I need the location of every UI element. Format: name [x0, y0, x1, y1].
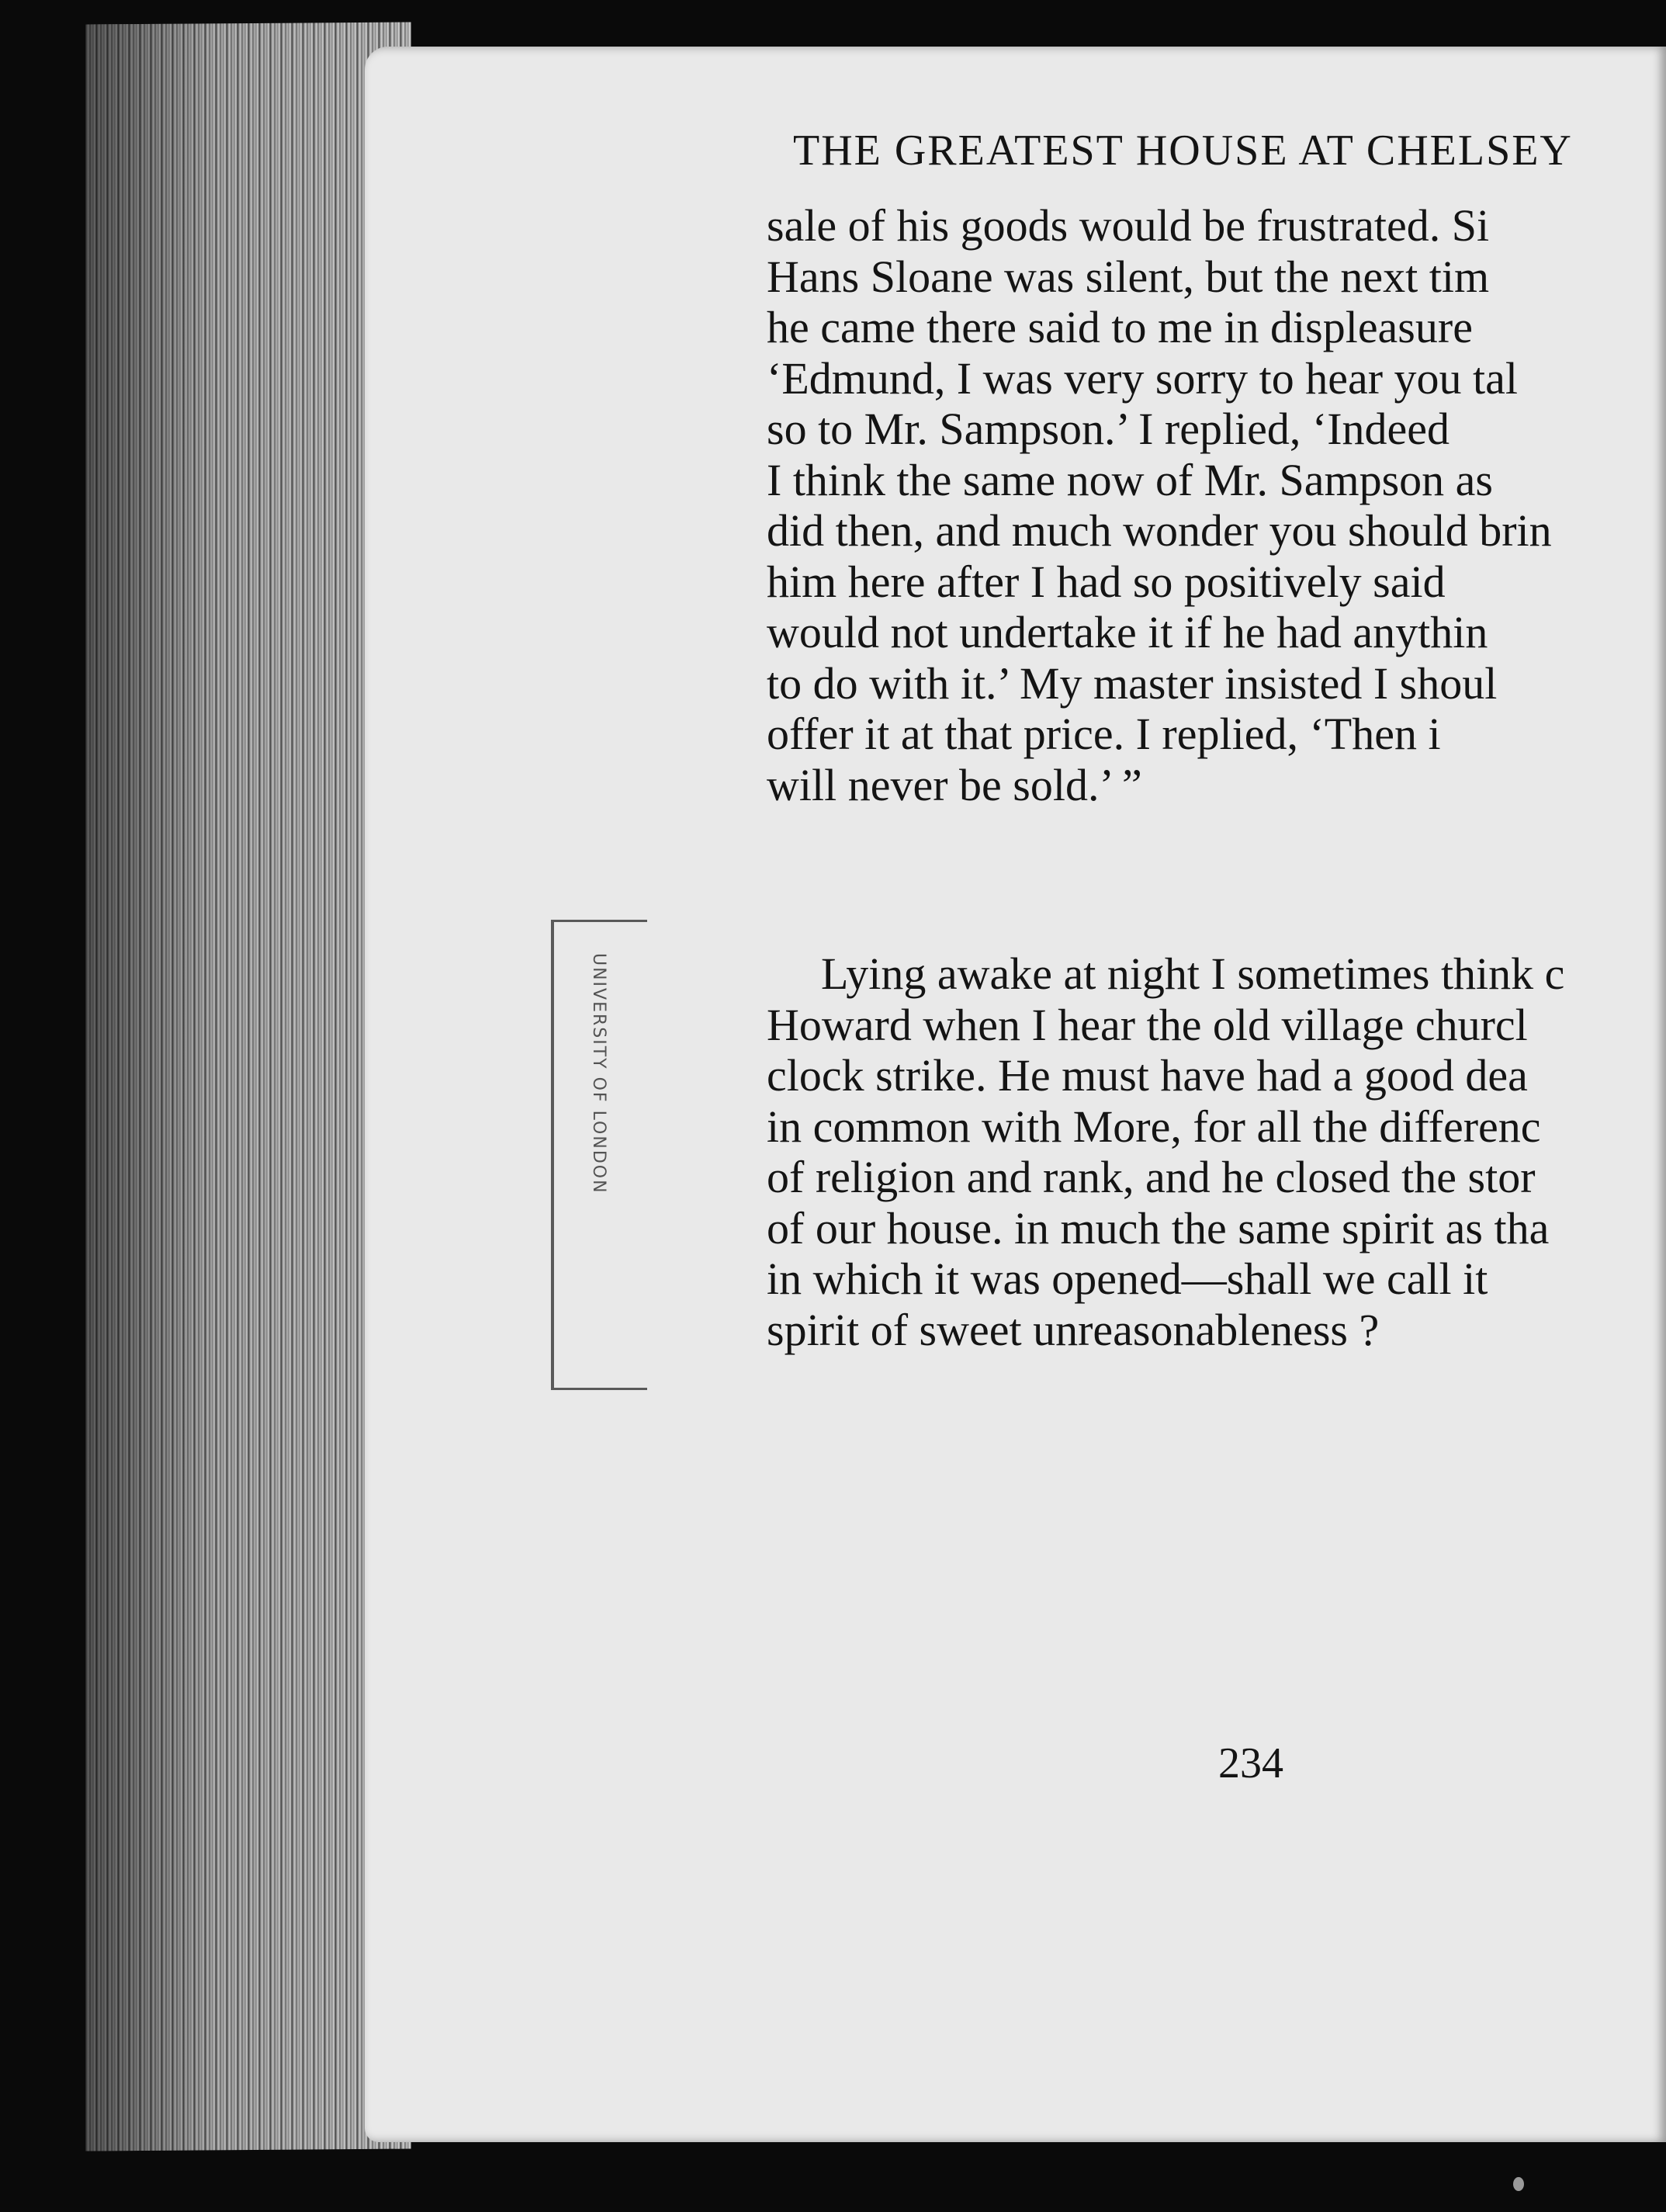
- text-line: Hans Sloane was silent, but the next tim: [767, 251, 1490, 302]
- page-number: 234: [1218, 1739, 1283, 1787]
- library-stamp-text: UNIVERSITY OF LONDON: [589, 953, 608, 1194]
- text-line: of religion and rank, and he closed the stor: [767, 1152, 1536, 1202]
- text-line: clock strike. He must have had a good dea: [767, 1050, 1528, 1101]
- paragraph-1: [767, 200, 1552, 810]
- paragraph-2: [767, 948, 1564, 1355]
- text-line: in common with More, for all the differenc: [767, 1101, 1541, 1152]
- text-line: will never be sold.’ ”: [767, 759, 1142, 810]
- text-line: to do with it.’ My master insisted I shoul: [767, 657, 1498, 709]
- text-line: I think the same now of Mr. Sampson as: [767, 454, 1493, 505]
- text-line: Lying awake at night I sometimes think c: [821, 948, 1565, 999]
- text-line: Howard when I hear the old village churcl: [767, 999, 1528, 1050]
- text-line: he came there said to me in displeasure: [767, 302, 1473, 352]
- text-line: ‘Edmund, I was very sorry to hear you tal: [767, 352, 1519, 404]
- text-line: offer it at that price. I replied, ‘Then i: [767, 709, 1441, 759]
- text-line: spirit of sweet unreasonableness ?: [767, 1304, 1380, 1355]
- text-line: in which it was opened—shall we call it: [767, 1253, 1488, 1304]
- running-head: THE GREATEST HOUSE AT CHELSEY: [793, 127, 1573, 175]
- text-line: him here after I had so positively said: [767, 556, 1446, 607]
- book-page-edges: [85, 23, 411, 2151]
- text-line: sale of his goods would be frustrated. Si: [767, 200, 1490, 251]
- text-line: would not undertake it if he had anythin: [767, 607, 1488, 657]
- text-line: did then, and much wonder you should brin: [767, 505, 1552, 556]
- text-line: so to Mr. Sampson.’ I replied, ‘Indeed: [767, 404, 1450, 454]
- library-stamp: [551, 920, 647, 1390]
- text-line: of our house. in much the same spirit as tha: [767, 1202, 1550, 1253]
- paper-speck: [1513, 2177, 1524, 2191]
